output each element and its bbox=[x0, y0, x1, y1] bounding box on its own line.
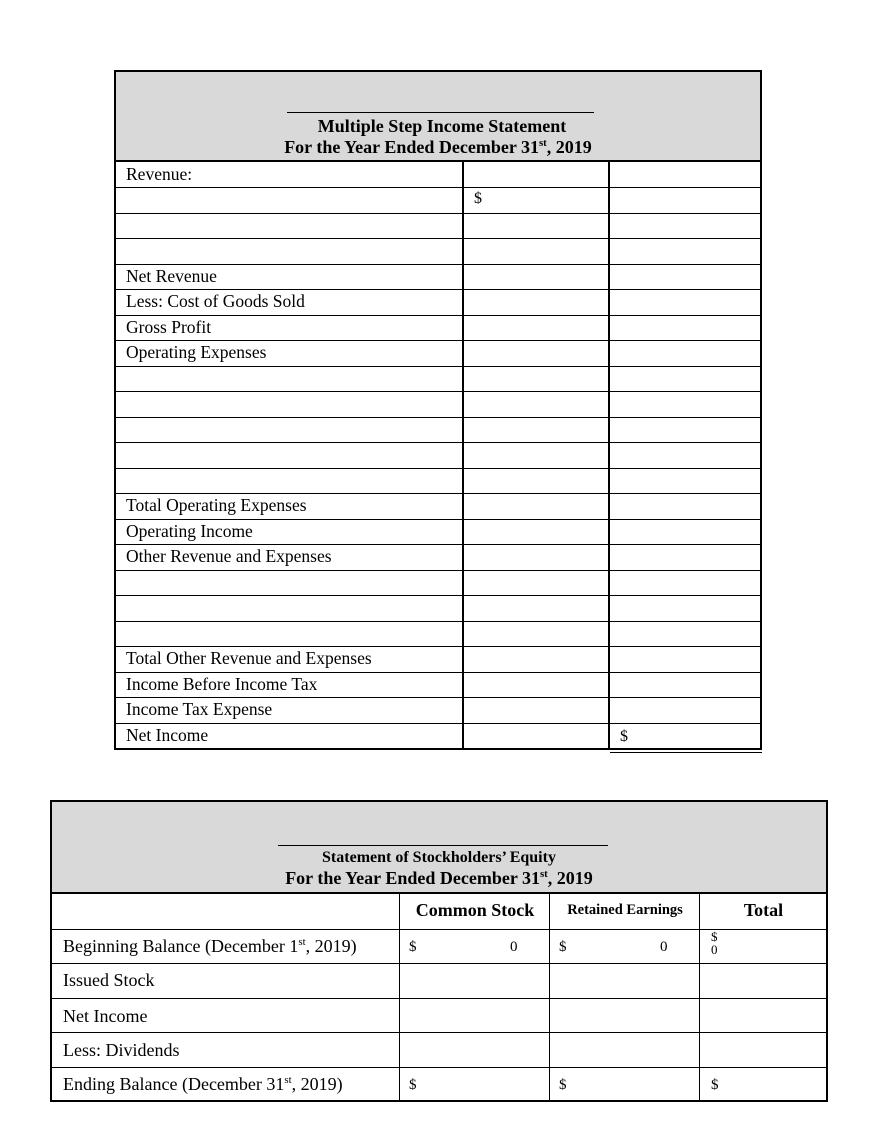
income-statement-row bbox=[116, 697, 760, 721]
income-statement-row bbox=[116, 493, 760, 517]
beginning-total-value: 0 bbox=[711, 942, 718, 957]
column-header-total: Total bbox=[743, 900, 784, 920]
row-divider bbox=[116, 417, 760, 418]
net-income-double-underline bbox=[610, 748, 762, 753]
row-divider bbox=[116, 544, 760, 545]
row-divider bbox=[116, 264, 760, 265]
beginning-retained-value: 0 bbox=[660, 939, 668, 955]
income-statement-subtitle: For the Year Ended December 31st, 2019 bbox=[284, 137, 592, 157]
income-statement-body bbox=[116, 162, 760, 748]
ending-common-dollar: $ bbox=[409, 1077, 417, 1093]
net-income-dollar-sign: $ bbox=[620, 728, 628, 745]
income-statement-row bbox=[116, 391, 760, 415]
column-divider bbox=[699, 894, 700, 1100]
column-divider bbox=[549, 894, 550, 1100]
row-divider bbox=[116, 570, 760, 571]
row-label: Operating Expenses bbox=[126, 342, 267, 363]
beginning-total-dollar: $ bbox=[711, 930, 718, 944]
income-statement-row bbox=[116, 187, 760, 211]
income-statement-row bbox=[116, 595, 760, 619]
income-statement-row bbox=[116, 238, 760, 262]
income-statement-row bbox=[116, 417, 760, 441]
row-divider bbox=[116, 289, 760, 290]
row-label-beginning-balance: Beginning Balance (December 1st, 2019) bbox=[63, 936, 357, 956]
row-divider bbox=[116, 468, 760, 469]
ending-retained-dollar: $ bbox=[559, 1077, 567, 1093]
income-statement-row bbox=[116, 544, 760, 568]
income-statement-row bbox=[116, 570, 760, 594]
income-statement-row bbox=[116, 366, 760, 390]
income-statement-row bbox=[116, 340, 760, 364]
column-header-common-stock: Common Stock bbox=[415, 900, 535, 920]
row-label: Less: Cost of Goods Sold bbox=[126, 291, 305, 312]
row-label: Income Tax Expense bbox=[126, 699, 273, 720]
row-divider bbox=[116, 442, 760, 443]
header-rule bbox=[287, 112, 594, 113]
income-statement-row bbox=[116, 519, 760, 543]
equity-statement-header bbox=[52, 802, 826, 894]
income-statement-header bbox=[116, 72, 760, 162]
row-label: Net Income bbox=[126, 724, 209, 745]
row-divider bbox=[116, 315, 760, 316]
income-statement-row bbox=[116, 646, 760, 670]
row-divider bbox=[116, 238, 760, 239]
header-rule bbox=[278, 845, 608, 846]
row-label-dividends: Less: Dividends bbox=[63, 1040, 180, 1060]
income-statement-row bbox=[116, 723, 760, 747]
row-label: Income Before Income Tax bbox=[126, 673, 318, 694]
row-divider bbox=[52, 1032, 826, 1033]
row-divider bbox=[116, 646, 760, 647]
row-divider bbox=[52, 929, 826, 930]
row-divider bbox=[52, 1067, 826, 1068]
income-statement-row bbox=[116, 442, 760, 466]
equity-statement-table bbox=[50, 800, 828, 1102]
income-statement-row bbox=[116, 315, 760, 339]
row-label: Operating Income bbox=[126, 520, 253, 541]
row-divider bbox=[116, 519, 760, 520]
income-statement-table bbox=[114, 70, 762, 750]
row-divider bbox=[116, 595, 760, 596]
income-statement-row bbox=[116, 289, 760, 313]
income-statement-row bbox=[116, 264, 760, 288]
income-statement-row bbox=[116, 621, 760, 645]
ending-total-dollar: $ bbox=[711, 1077, 719, 1093]
row-label-ending-balance: Ending Balance (December 31st, 2019) bbox=[63, 1074, 343, 1094]
beginning-retained-dollar: $ bbox=[559, 939, 567, 955]
row-divider bbox=[116, 672, 760, 673]
row-divider bbox=[116, 366, 760, 367]
row-divider bbox=[52, 963, 826, 964]
revenue-dollar-sign: $ bbox=[474, 190, 482, 207]
income-statement-row bbox=[116, 672, 760, 696]
row-divider bbox=[116, 187, 760, 188]
equity-statement-subtitle: For the Year Ended December 31st, 2019 bbox=[285, 868, 593, 888]
row-label: Gross Profit bbox=[126, 316, 212, 337]
row-divider bbox=[116, 697, 760, 698]
income-statement-row bbox=[116, 213, 760, 237]
equity-statement-title: Statement of Stockholders’ Equity bbox=[322, 849, 556, 866]
beginning-common-dollar: $ bbox=[409, 939, 417, 955]
row-label: Revenue: bbox=[126, 164, 193, 184]
row-divider bbox=[116, 340, 760, 341]
row-divider bbox=[116, 391, 760, 392]
income-statement-row bbox=[116, 162, 760, 186]
row-divider bbox=[116, 493, 760, 494]
row-divider bbox=[116, 213, 760, 214]
column-divider bbox=[399, 894, 400, 1100]
row-label: Net Revenue bbox=[126, 265, 217, 286]
row-label: Total Other Revenue and Expenses bbox=[126, 648, 372, 669]
beginning-total-cell bbox=[711, 930, 718, 963]
income-statement-title: Multiple Step Income Statement bbox=[317, 116, 567, 136]
row-label: Total Operating Expenses bbox=[126, 495, 307, 516]
row-divider bbox=[116, 723, 760, 724]
row-divider bbox=[116, 621, 760, 622]
row-label: Other Revenue and Expenses bbox=[126, 546, 332, 567]
beginning-common-value: 0 bbox=[510, 939, 518, 955]
income-statement-row bbox=[116, 468, 760, 492]
row-divider bbox=[52, 998, 826, 999]
row-label-net-income: Net Income bbox=[63, 1006, 148, 1026]
column-header-retained-earnings: Retained Earnings bbox=[567, 902, 683, 918]
row-label-issued-stock: Issued Stock bbox=[63, 970, 155, 990]
